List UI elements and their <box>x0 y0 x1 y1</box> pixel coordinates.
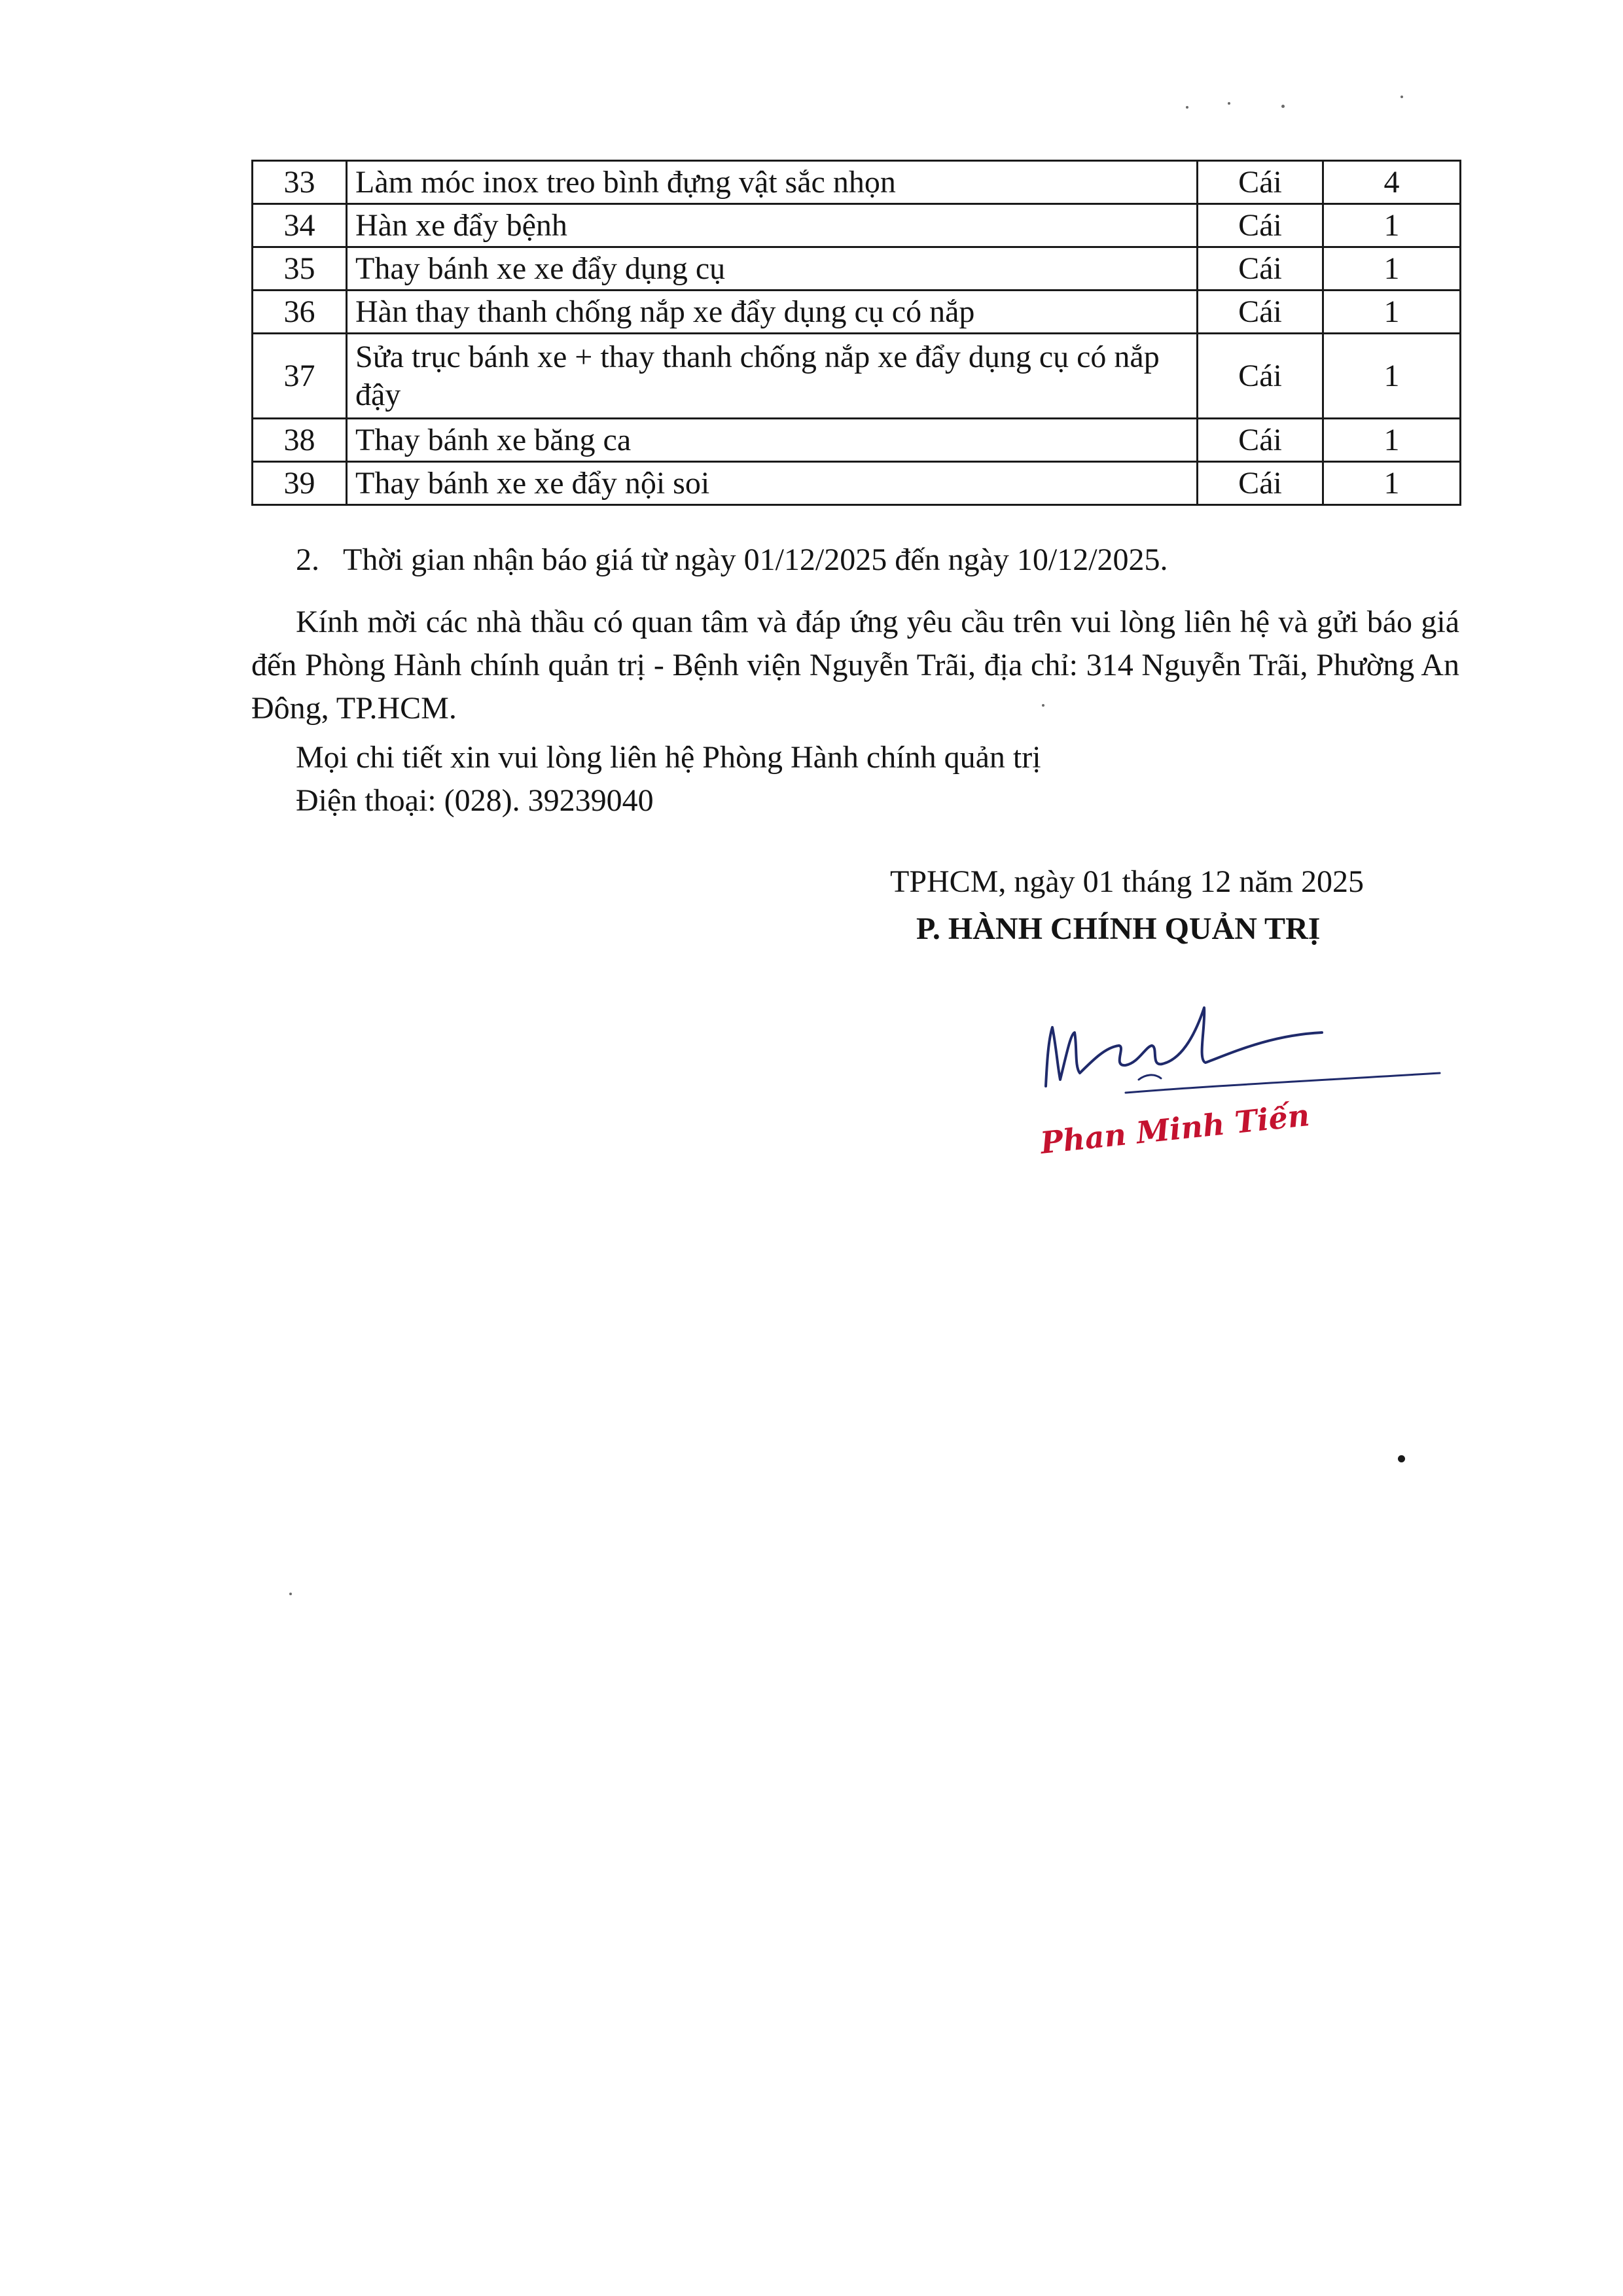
row-number: 33 <box>253 161 347 204</box>
row-unit: Cái <box>1198 161 1323 204</box>
row-number: 36 <box>253 291 347 334</box>
table-row <box>253 462 1461 505</box>
invitation-paragraph: Kính mời các nhà thầu có quan tâm và đáp ứng yêu cầu trên vui lòng liên hệ và gửi báo giá đến Phòng Hành chính quản trị - Bệnh viện Nguyễn Trãi, địa chỉ: 314 Nguyễn Trãi, Phường An Đông, TP.HCM. <box>251 605 1459 726</box>
row-unit: Cái <box>1198 419 1323 462</box>
row-unit: Cái <box>1198 247 1323 291</box>
scan-speck <box>1398 1455 1405 1462</box>
row-quantity: 1 <box>1323 334 1461 419</box>
phone-line: Điện thoại: (028). 39239040 <box>296 783 654 818</box>
row-quantity: 1 <box>1323 247 1461 291</box>
item-2-number: 2. <box>296 542 319 577</box>
scan-speck <box>289 1593 292 1595</box>
table-row <box>253 334 1461 419</box>
row-quantity: 1 <box>1323 419 1461 462</box>
row-unit: Cái <box>1198 291 1323 334</box>
row-description: Thay bánh xe băng ca <box>347 419 1198 462</box>
table-row <box>253 419 1461 462</box>
table-row <box>253 291 1461 334</box>
row-number: 39 <box>253 462 347 505</box>
row-description: Thay bánh xe xe đẩy dụng cụ <box>347 247 1198 291</box>
row-unit: Cái <box>1198 334 1323 419</box>
department-title: P. HÀNH CHÍNH QUẢN TRỊ <box>916 911 1321 946</box>
row-number: 34 <box>253 204 347 247</box>
row-description: Hàn xe đẩy bệnh <box>347 204 1198 247</box>
table-row <box>253 204 1461 247</box>
table-row <box>253 247 1461 291</box>
row-number: 38 <box>253 419 347 462</box>
place-date: TPHCM, ngày 01 tháng 12 năm 2025 <box>890 864 1364 899</box>
scan-speck <box>1281 105 1285 108</box>
row-unit: Cái <box>1198 204 1323 247</box>
row-quantity: 4 <box>1323 161 1461 204</box>
row-description: Sửa trục bánh xe + thay thanh chống nắp xe đẩy dụng cụ có nắp đậy <box>347 334 1198 419</box>
items-table <box>251 160 1461 506</box>
table-row <box>253 161 1461 204</box>
contact-line: Mọi chi tiết xin vui lòng liên hệ Phòng Hành chính quản trị <box>296 740 1041 775</box>
row-quantity: 1 <box>1323 204 1461 247</box>
signer-name: Phan Minh Tiến <box>1039 1097 1311 1161</box>
scan-speck <box>1400 96 1403 98</box>
scan-speck <box>1228 102 1230 105</box>
row-quantity: 1 <box>1323 291 1461 334</box>
row-number: 37 <box>253 334 347 419</box>
item-2-text: Thời gian nhận báo giá từ ngày 01/12/2025 đến ngày 10/12/2025. <box>343 542 1168 577</box>
row-description: Hàn thay thanh chống nắp xe đẩy dụng cụ có nắp <box>347 291 1198 334</box>
row-number: 35 <box>253 247 347 291</box>
row-description: Làm móc inox treo bình đựng vật sắc nhọn <box>347 161 1198 204</box>
scan-speck <box>1186 106 1188 109</box>
row-unit: Cái <box>1198 462 1323 505</box>
row-quantity: 1 <box>1323 462 1461 505</box>
handwritten-signature <box>1034 981 1453 1112</box>
row-description: Thay bánh xe xe đẩy nội soi <box>347 462 1198 505</box>
